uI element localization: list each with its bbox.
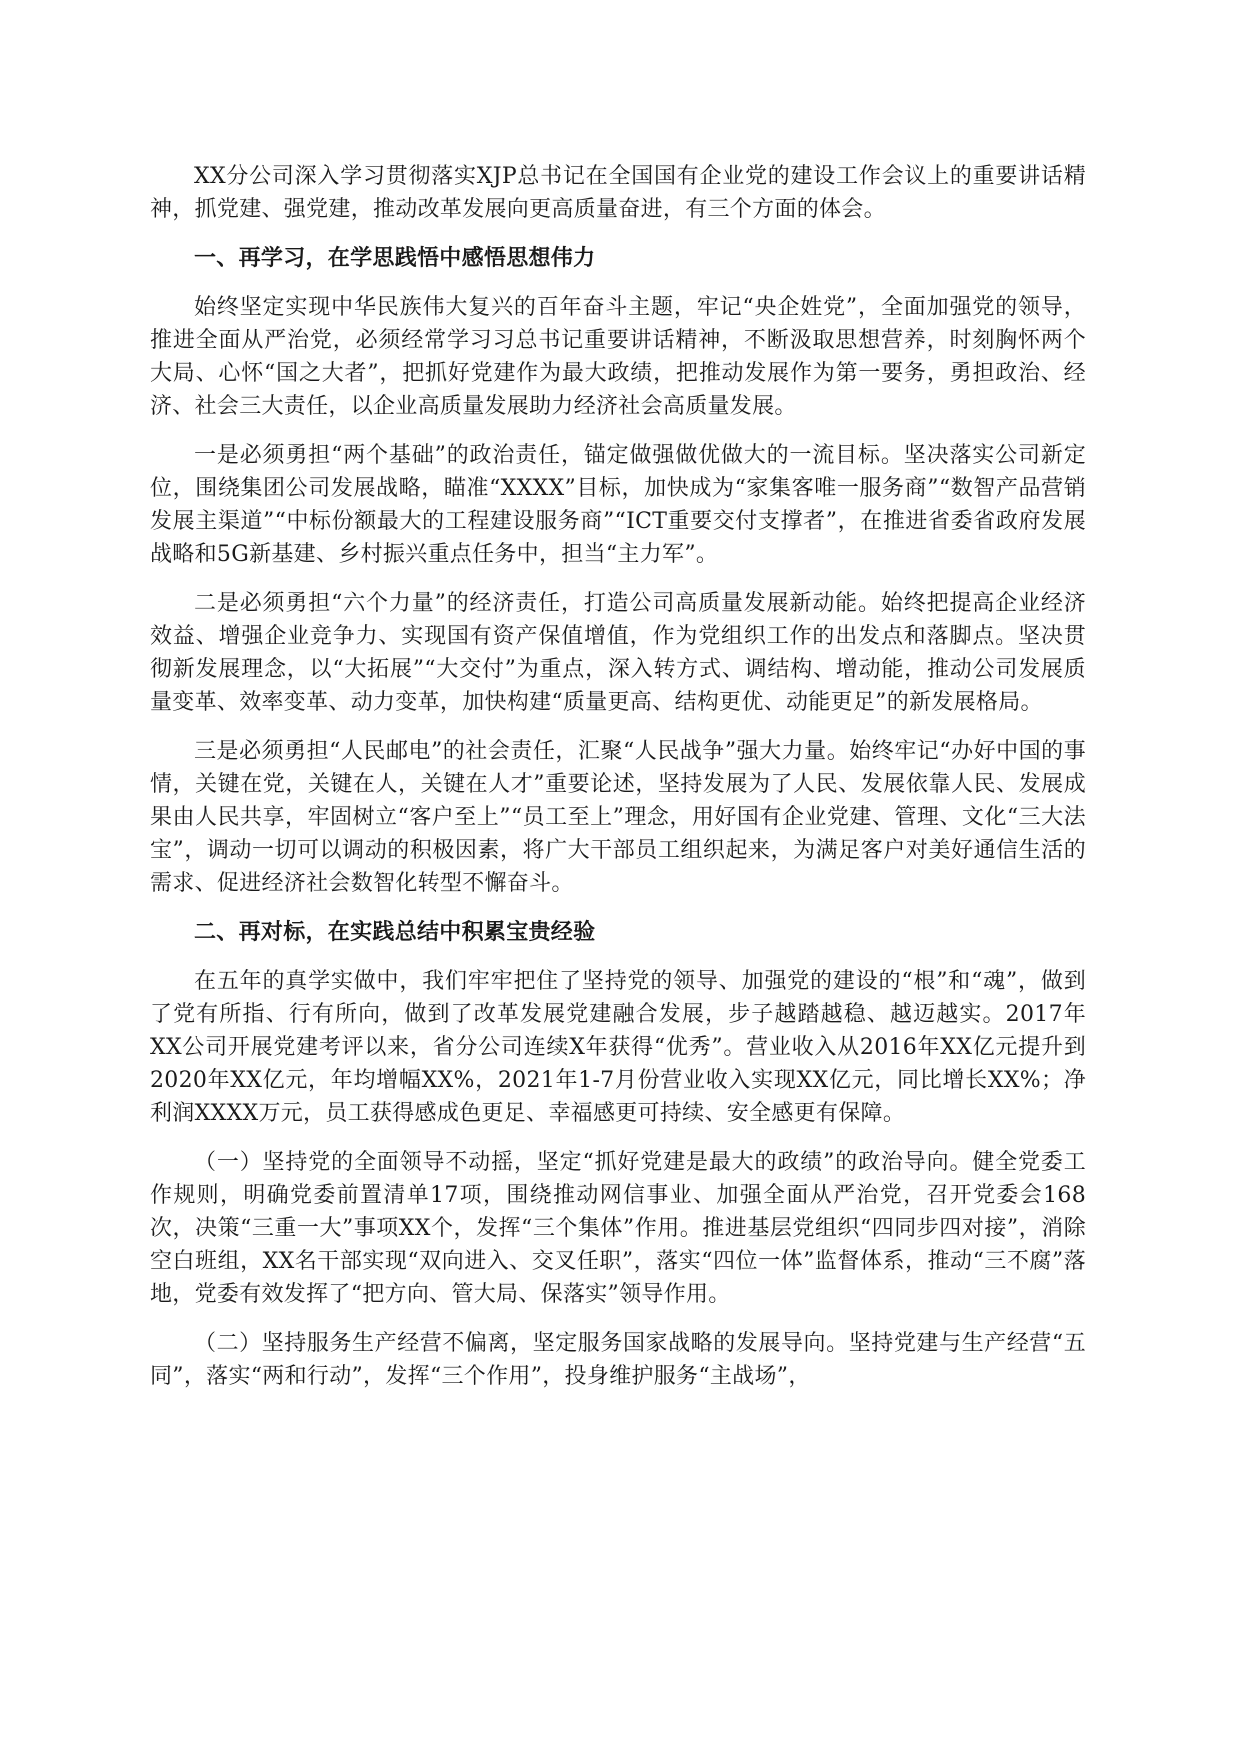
document-page: [150, 160, 1086, 1409]
section-1-paragraph-3: 二是必须勇担“六个力量”的经济责任，打造公司高质量发展新动能。始终把提高企业经济效益、增强企业竞争力、实现国有资产保值增值，作为党组织工作的出发点和落脚点。坚决贯彻新发展理念，以“大拓展”“大交付”为重点，深入转方式、调结构、增动能，推动公司发展质量变革、效率变革、动力变革，加快构建“质量更高、结构更优、动能更足”的新发展格局。: [150, 591, 1086, 715]
section-2-paragraph-3: （二）坚持服务生产经营不偏离，坚定服务国家战略的发展导向。坚持党建与生产经营“五同”，落实“两和行动”，发挥“三个作用”，投身维护服务“主战场”，: [150, 1331, 1086, 1389]
section-1-paragraph-4: 三是必须勇担“人民邮电”的社会责任，汇聚“人民战争”强大力量。始终牢记“办好中国的事情，关键在党，关键在人，关键在人才”重要论述，坚持发展为了人民、发展依靠人民、发展成果由人民共享，牢固树立“客户至上”“员工至上”理念，用好国有企业党建、管理、文化“三大法宝”，调动一切可以调动的积极因素，将广大干部员工组织起来，为满足客户对美好通信生活的需求、促进经济社会数智化转型不懈奋斗。: [150, 739, 1086, 896]
section-2-paragraph-2: （一）坚持党的全面领导不动摇，坚定“抓好党建是最大的政绩”的政治导向。健全党委工作规则，明确党委前置清单17项，围绕推动网信事业、加强全面从严治党，召开党委会168次，决策“三重一大”事项XX个，发挥“三个集体”作用。推进基层党组织“四同步四对接”，消除空白班组，XX名干部实现“双向进入、交叉任职”，落实“四位一体”监督体系，推动“三不腐”落地，党委有效发挥了“把方向、管大局、保落实”领导作用。: [150, 1150, 1086, 1307]
section-1-paragraph-2: 一是必须勇担“两个基础”的政治责任，锚定做强做优做大的一流目标。坚决落实公司新定位，围绕集团公司发展战略，瞄准“XXXX”目标，加快成为“家集客唯一服务商”“数智产品营销发展主渠道”“中标份额最大的工程建设服务商”“ICT重要交付支撑者”，在推进省委省政府发展战略和5G新基建、乡村振兴重点任务中，担当“主力军”。: [150, 443, 1086, 567]
intro-paragraph: XX分公司深入学习贯彻落实XJP总书记在全国国有企业党的建设工作会议上的重要讲话精神，抓党建、强党建，推动改革发展向更高质量奋进，有三个方面的体会。: [150, 164, 1086, 222]
section-2-paragraph-1: 在五年的真学实做中，我们牢牢把住了坚持党的领导、加强党的建设的“根”和“魂”，做到了党有所指、行有所向，做到了改革发展党建融合发展，步子越踏越稳、越迈越实。2017年XX公司开展党建考评以来，省分公司连续X年获得“优秀”。营业收入从2016年XX亿元提升到2020年XX亿元，年均增幅XX%，2021年1-7月份营业收入实现XX亿元，同比增长XX%；净利润XXXX万元，员工获得感成色更足、幸福感更可持续、安全感更有保障。: [150, 969, 1086, 1126]
section-1-paragraph-1: 始终坚定实现中华民族伟大复兴的百年奋斗主题，牢记“央企姓党”，全面加强党的领导，推进全面从严治党，必须经常学习习总书记重要讲话精神，不断汲取思想营养，时刻胸怀两个大局、心怀“国之大者”，把抓好党建作为最大政绩，把推动发展作为第一要务，勇担政治、经济、社会三大责任，以企业高质量发展助力经济社会高质量发展。: [150, 295, 1086, 419]
section-2-heading: 二、再对标，在实践总结中积累宝贵经验: [194, 919, 596, 945]
section-1-heading: 一、再学习，在学思践悟中感悟思想伟力: [194, 245, 596, 271]
